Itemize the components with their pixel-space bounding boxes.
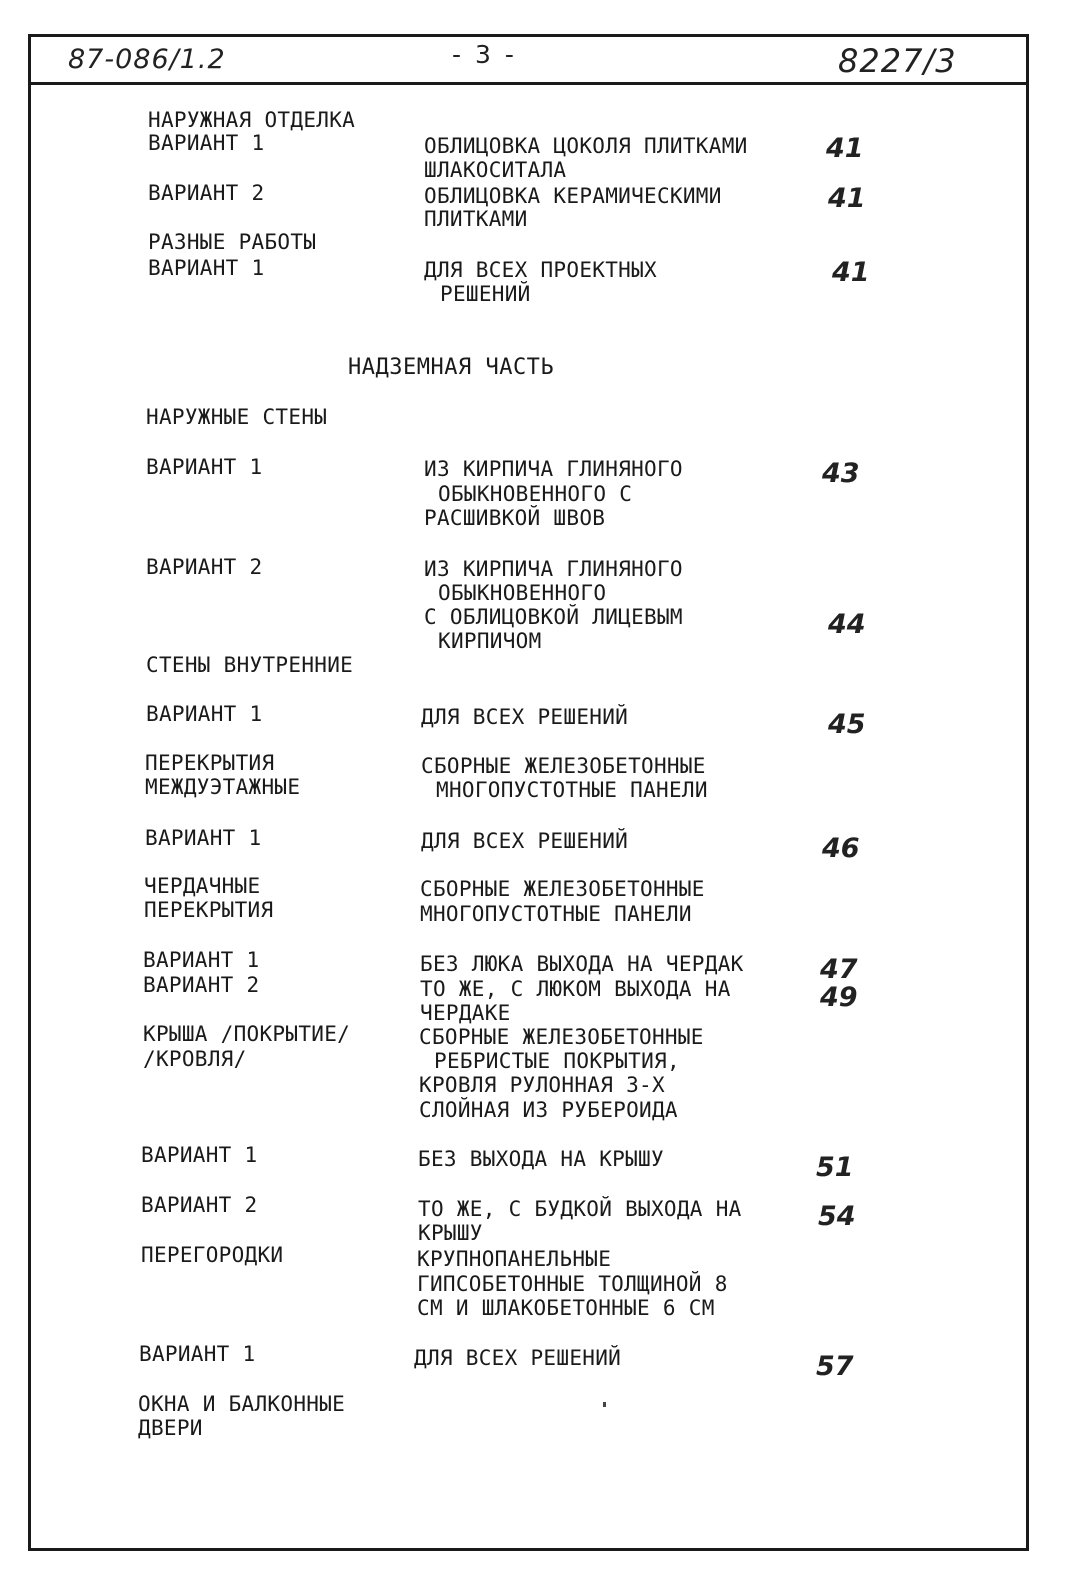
entry-description: ОБЛИЦОВКА ЦОКОЛЯ ПЛИТКАМИ	[424, 134, 748, 158]
entry-description: МНОГОПУСТОТНЫЕ ПАНЕЛИ	[420, 902, 692, 926]
entry-description: РАСШИВКОЙ ШВОВ	[424, 506, 606, 530]
entry-description: ИЗ КИРПИЧА ГЛИНЯНОГО	[424, 457, 683, 481]
entry-description: ИЗ КИРПИЧА ГЛИНЯНОГО	[424, 557, 683, 581]
page-number: 45	[828, 709, 866, 740]
entry-description: ДЛЯ ВСЕХ РЕШЕНИЙ	[421, 829, 629, 853]
entry-description: ТО ЖЕ, С ЛЮКОМ ВЫХОДА НА	[420, 977, 731, 1001]
entry-label: ВАРИАНТ 2	[141, 1193, 258, 1217]
entry-description: ДЛЯ ВСЕХ РЕШЕНИЙ	[421, 705, 629, 729]
page-number: 44	[828, 609, 866, 640]
page-number: 54	[818, 1201, 856, 1232]
entry-label: ВАРИАНТ 2	[143, 973, 260, 997]
entry-description: ОБЫКНОВЕННОГО С	[438, 482, 633, 506]
entry-label: ЧЕРДАЧНЫЕ	[144, 874, 261, 898]
entry-label: КРЫША /ПОКРЫТИЕ/	[143, 1022, 351, 1046]
entry-description: СМ И ШЛАКОБЕТОННЫЕ 6 СМ	[417, 1296, 715, 1320]
entry-description: ОБЛИЦОВКА КЕРАМИЧЕСКИМИ	[424, 184, 722, 208]
entry-description: КРОВЛЯ РУЛОННАЯ 3-Х	[419, 1073, 665, 1097]
entry-description: РЕБРИСТЫЕ ПОКРЫТИЯ,	[434, 1049, 680, 1073]
entry-description: ГИПСОБЕТОННЫЕ ТОЛЩИНОЙ 8	[417, 1272, 728, 1296]
sheet-number: 8227/3	[838, 42, 957, 80]
entry-description: ДЛЯ ВСЕХ РЕШЕНИЙ	[414, 1346, 622, 1370]
entry-label: ДВЕРИ	[138, 1416, 203, 1440]
page-marker: - 3 -	[452, 40, 517, 69]
entry-label: ВАРИАНТ 1	[148, 131, 265, 155]
entry-label: ВАРИАНТ 1	[141, 1143, 258, 1167]
entry-description: ТО ЖЕ, С БУДКОЙ ВЫХОДА НА	[418, 1197, 742, 1221]
entry-label: ПЕРЕГОРОДКИ	[141, 1243, 284, 1267]
page-number: 41	[826, 133, 864, 164]
page-number: 43	[822, 458, 860, 489]
entry-description: СБОРНЫЕ ЖЕЛЕЗОБЕТОННЫЕ	[421, 754, 706, 778]
page-number: 47	[820, 954, 858, 985]
entry-description: ЧЕРДАКЕ	[420, 1001, 511, 1025]
page-number: 57	[816, 1351, 854, 1382]
entry-description: ШЛАКОСИТАЛА	[424, 158, 567, 182]
entry-description: МНОГОПУСТОТНЫЕ ПАНЕЛИ	[436, 778, 708, 802]
section-title: НАДЗЕМНАЯ ЧАСТЬ	[348, 355, 555, 380]
document-code: 87-086/1.2	[68, 44, 226, 75]
entry-description: ОБЫКНОВЕННОГО	[438, 581, 607, 605]
entry-label: ПЕРЕКРЫТИЯ	[144, 898, 274, 922]
page-number: 51	[816, 1152, 854, 1183]
entry-label: ВАРИАНТ 2	[146, 555, 263, 579]
entry-description: РЕШЕНИЙ	[440, 282, 531, 306]
entry-description: СБОРНЫЕ ЖЕЛЕЗОБЕТОННЫЕ	[420, 877, 705, 901]
header-divider	[28, 82, 1029, 85]
entry-label: ВАРИАНТ 2	[148, 181, 265, 205]
page-number: 46	[822, 833, 860, 864]
entry-description: КРЫШУ	[418, 1221, 483, 1245]
entry-label: НАРУЖНАЯ ОТДЕЛКА	[148, 108, 356, 132]
entry-label: ВАРИАНТ 1	[146, 702, 263, 726]
entry-label: ВАРИАНТ 1	[145, 826, 262, 850]
entry-description: ДЛЯ ВСЕХ ПРОЕКТНЫХ	[424, 258, 657, 282]
page-number: 41	[832, 257, 870, 288]
entry-label: ВАРИАНТ 1	[143, 948, 260, 972]
entry-label: СТЕНЫ ВНУТРЕННИЕ	[146, 653, 354, 677]
page-number: 49	[820, 982, 858, 1013]
entry-description: СБОРНЫЕ ЖЕЛЕЗОБЕТОННЫЕ	[419, 1025, 704, 1049]
entry-label: /КРОВЛЯ/	[143, 1047, 247, 1071]
entry-description: КРУПНОПАНЕЛЬНЫЕ	[417, 1247, 612, 1271]
entry-description: БЕЗ ВЫХОДА НА КРЫШУ	[418, 1147, 664, 1171]
ink-mark	[603, 1402, 606, 1407]
entry-label: ВАРИАНТ 1	[146, 455, 263, 479]
entry-label: МЕЖДУЭТАЖНЫЕ	[145, 775, 301, 799]
page-number: 41	[828, 183, 866, 214]
entry-label: НАРУЖНЫЕ СТЕНЫ	[146, 405, 328, 429]
entry-description: КИРПИЧОМ	[438, 629, 542, 653]
entry-label: ПЕРЕКРЫТИЯ	[145, 751, 275, 775]
entry-label: ВАРИАНТ 1	[148, 256, 265, 280]
entry-label: ВАРИАНТ 1	[139, 1342, 256, 1366]
entry-description: СЛОЙНАЯ ИЗ РУБЕРОИДА	[419, 1098, 678, 1122]
entry-description: ПЛИТКАМИ	[424, 207, 528, 231]
entry-label: РАЗНЫЕ РАБОТЫ	[148, 230, 317, 254]
entry-description: С ОБЛИЦОВКОЙ ЛИЦЕВЫМ	[424, 605, 683, 629]
entry-description: БЕЗ ЛЮКА ВЫХОДА НА ЧЕРДАК	[420, 952, 744, 976]
entry-label: ОКНА И БАЛКОННЫЕ	[138, 1392, 346, 1416]
